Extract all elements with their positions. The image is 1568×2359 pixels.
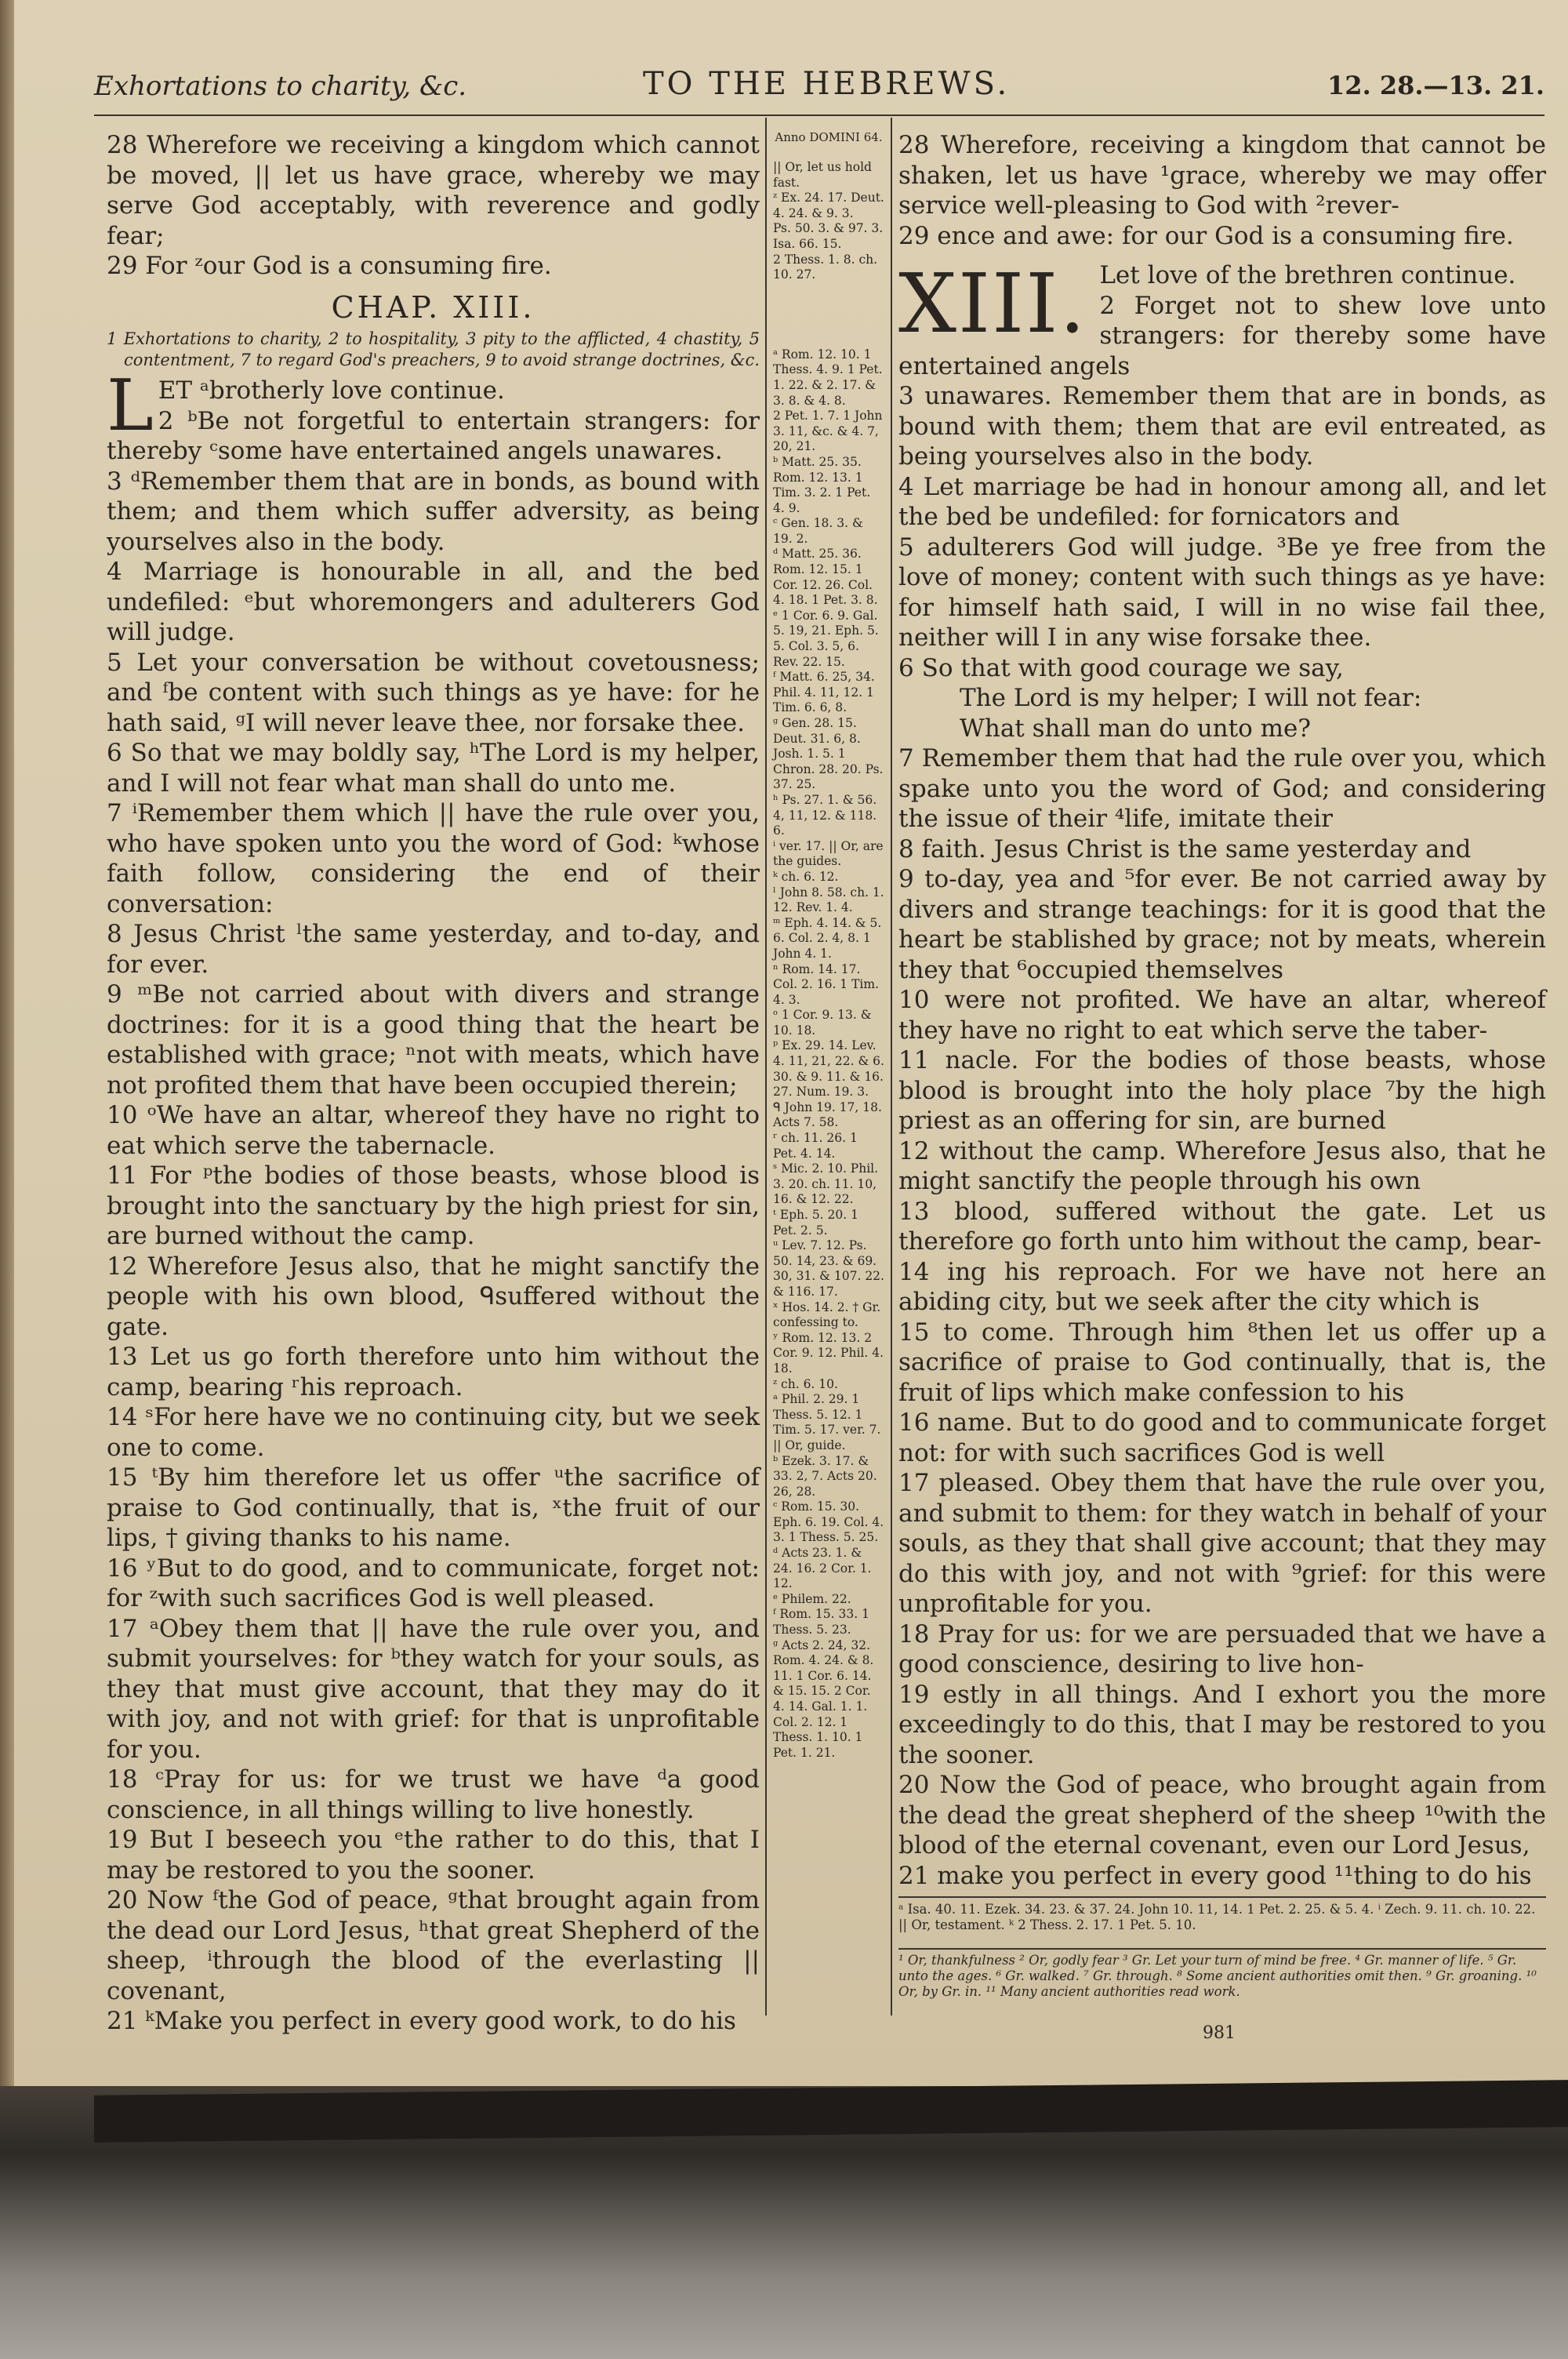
rv-verse-13-17: 17 pleased. Obey them that have the rule over you, and submit to them: for they watch in behalf of your souls, as they that shall give account; that they may do this with joy, and not with ⁹grief: for this were unprofitable for you. [898, 1469, 1546, 1618]
reference-entry: ᵈ Acts 23. 1. & 24. 16. 2 Cor. 1. 12. [773, 1546, 872, 1591]
verse-13-3: 3 ᵈRemember them that are in bonds, as bound with them; and them which suffer adversity, as being yourselves also in the body. [107, 467, 760, 556]
reference-entry: ᵉ Philem. 22. [773, 1591, 851, 1606]
chapter-summary: 1 Exhortations to charity, 2 to hospitality, 3 pity to the afflicted, 4 chastity, 5 contentment, 7 to regard God's preachers, 9 to avoid strange doctrines, &c. [107, 329, 760, 369]
reference-entry: ʸ Rom. 12. 13. 2 Cor. 9. 12. Phil. 4. 18. [773, 1330, 884, 1376]
rv-verse-13-18: 18 Pray for us: for we are persuaded that we have a good conscience, desiring to live hon- [898, 1619, 1546, 1678]
reference-entry: ᵗ Eph. 5. 20. 1 Pet. 2. 5. [773, 1208, 858, 1238]
reference-entry: ᵍ Gen. 28. 15. Deut. 31. 6, 8. Josh. 1. 5. 1 Chron. 28. 20. Ps. 37. 25. [773, 716, 884, 792]
verse-13-17: 17 ᵃObey them that || have the rule over you, and submit yourselves: for ᵇthey watch for your souls, as they that must give account, that they may do it with joy, and not with grief: for that is unprofitable for you. [107, 1614, 760, 1764]
reference-entry: ᶻ Ex. 24. 17. Deut. 4. 24. & 9. 3. [773, 191, 884, 220]
reference-spacer [773, 283, 884, 347]
rv-verse-13-8: 8 faith. Jesus Christ is the same yesterday and [898, 834, 1472, 863]
rv-verse-13-12: 12 without the camp. Wherefore Jesus also, that he might sanctify the people through his own [898, 1136, 1546, 1195]
reference-entry: Ps. 50. 3. & 97. 3. Isa. 66. 15. [773, 221, 884, 251]
header-book-title: TO THE HEBREWS. [643, 66, 1011, 102]
verse-13-14: 14 ˢFor here have we no continuing city, but we seek one to come. [107, 1403, 760, 1462]
footnote-rule [898, 1948, 1546, 1950]
reference-entry: ᵉ 1 Cor. 6. 9. Gal. 5. 19, 21. Eph. 5. 5. Col. 3. 5, 6. Rev. 22. 15. [773, 608, 879, 669]
center-references [773, 130, 884, 1761]
reference-entry: ᵒ 1 Cor. 9. 13. & 10. 18. [773, 1008, 872, 1038]
running-header [94, 66, 1544, 105]
reference-entry: 2 Pet. 1. 7. 1 John 3. 11, &c. & 4. 7, 20, 21. [773, 409, 883, 454]
drop-cap: L [107, 365, 154, 447]
footnote-rule [898, 1896, 1546, 1898]
reference-entry: ᶠ Matt. 6. 25, 34. Phil. 4. 11, 12. 1 Tim. 6. 6, 8. [773, 670, 875, 715]
rv-verse-13-16: 16 name. But to do good and to communicate forget not: for with such sacrifices God is well [898, 1408, 1546, 1467]
rv-verse-13-14: 14 ing his reproach. For we have not here an abiding city, but we seek after the city which is [898, 1257, 1546, 1316]
reference-entry: ˡ John 8. 58. ch. 1. 12. Rev. 1. 4. [773, 885, 884, 915]
verse-13-11: 11 For ᵖthe bodies of those beasts, whose blood is brought into the sanctuary by the high priest for sin, are burned without the camp. [107, 1161, 760, 1250]
reference-entry: ⁱ ver. 17. || Or, are the guides. [773, 838, 884, 869]
reference-entry: || Or, let us hold fast. [773, 160, 872, 190]
center-column-rule-right [891, 118, 892, 2016]
reference-entry: ᵍ Acts 2. 24, 32. Rom. 4. 24. & 8. 11. 1 Cor. 6. 14. & 15. 15. 2 Cor. 4. 14. Gal. 1. 1. Col. 2. 12. 1 Thess. 1. 10. 1 Pet. 1. 21. [773, 1637, 874, 1760]
reference-entry: ᵃ Phil. 2. 29. 1 Thess. 5. 12. 1 Tim. 5. 17. ver. 7. || Or, guide. [773, 1392, 881, 1452]
verse-13-16: 16 ʸBut to do good, and to communicate, forget not: for ᶻwith such sacrifices God is well pleased. [107, 1554, 760, 1612]
reference-entry: ᑫ John 19. 17, 18. Acts 7. 58. [773, 1100, 882, 1130]
anno-domini: Anno DOMINI 64. [775, 130, 883, 144]
right-column-text [898, 130, 1546, 1891]
reference-entry: ʳ ch. 11. 26. 1 Pet. 4. 14. [773, 1131, 858, 1161]
rv-verse-13-2: 2 Forget not to shew love unto strangers: for thereby some have entertained angels [898, 291, 1546, 380]
verse-13-6: 6 So that we may boldly say, ʰThe Lord is my helper, and I will not fear what man shall do unto me. [107, 739, 760, 798]
reference-entry: ʰ Ps. 27. 1. & 56. 4, 11, 12. & 118. 6. [773, 792, 877, 838]
rv-verse-13-11: 11 nacle. For the bodies of those beasts, whose blood is brought into the holy place ⁷by the high priest as an offering for sin, are burned [898, 1046, 1546, 1135]
poetry-line: The Lord is my helper; I will not fear: [960, 684, 1422, 712]
verse-13-8: 8 Jesus Christ ˡthe same yesterday, and to-day, and for ever. [107, 920, 760, 979]
rv-verse-13-4: 4 Let marriage be had in honour among all, and let the bed be undefiled: for fornicators and [898, 472, 1546, 531]
reference-entry: ˣ Hos. 14. 2. † Gr. confessing to. [773, 1299, 881, 1330]
rv-verse-12-29: 29 ence and awe: for our God is a consuming fire. [898, 221, 1514, 250]
rv-verse-13-3: 3 unawares. Remember them that are in bonds, as bound with them; them that are evil entreated, as being yourselves also in the body. [898, 382, 1546, 471]
verse-13-2: 2 ᵇBe not forgetful to entertain strangers: for thereby ᶜsome have entertained angels unawares. [107, 406, 760, 465]
marginal-notes: ¹ Or, thankfulness ² Or, godly fear ³ Gr. Let your turn of mind be free. ⁴ Gr. manner of life. ⁵ Gr. unto the ages. ⁶ Gr. walked. ⁷ Gr. through. ⁸ Some ancient authorities omit then. ⁹ Gr. groaning. ¹⁰ Or, by Gr. in. ¹¹ Many ancient authorities read work. [898, 1953, 1537, 1999]
verse-13-18: 18 ᶜPray for us: for we trust we have ᵈa good conscience, in all things willing to live honestly. [107, 1765, 760, 1824]
verse-13-10: 10 ᵒWe have an altar, whereof they have no right to eat which serve the tabernacle. [107, 1101, 760, 1160]
reference-entry: ˢ Mic. 2. 10. Phil. 3. 20. ch. 11. 10, 16. & 12. 22. [773, 1161, 879, 1207]
reference-entry: ᵘ Lev. 7. 12. Ps. 50. 14, 23. & 69. 30, 31. & 107. 22. & 116. 17. [773, 1238, 884, 1299]
verse-13-5: 5 Let your conversation be without covetousness; and ᶠbe content with such things as ye have: for he hath said, ᵍI will never leave thee, nor forsake thee. [107, 648, 760, 737]
verse-13-12: 12 Wherefore Jesus also, that he might sanctify the people with his own blood, ᑫsuffered without the gate. [107, 1252, 760, 1341]
chapter-heading: CHAP. XIII. [331, 289, 535, 325]
rv-verse-13-15: 15 to come. Through him ⁸then let us offer up a sacrifice of praise to God continually, that is, the fruit of lips which make confession to his [898, 1318, 1546, 1407]
header-verse-range: 12. 28.—13. 21. [1327, 71, 1544, 100]
verse-13-20: 20 Now ᶠthe God of peace, ᵍthat brought again from the dead our Lord Jesus, ʰthat great Shepherd of the sheep, ⁱthrough the blood of the everlasting || covenant, [107, 1886, 760, 2005]
verse-12-29: 29 For ᶻour God is a consuming fire. [107, 252, 552, 280]
bible-page [14, 0, 1568, 2086]
reference-entry: 2 Thess. 1. 8. ch. 10. 27. [773, 252, 878, 282]
page-number: 981 [1203, 2023, 1236, 2043]
reference-entry: ᶠ Rom. 15. 33. 1 Thess. 5. 23. [773, 1607, 869, 1637]
center-column-rule-left [765, 118, 767, 2016]
header-rule [94, 114, 1544, 116]
verse-13-15: 15 ᵗBy him therefore let us offer ᵘthe sacrifice of praise to God continually, that is, ˣthe fruit of our lips, † giving thanks to his name. [107, 1463, 760, 1552]
verse-13-4: 4 Marriage is honourable in all, and the bed undefiled: ᵉbut whoremongers and adulterers God will judge. [107, 558, 760, 646]
reference-entry: ⁿ Rom. 14. 17. Col. 2. 16. 1 Tim. 4. 3. [773, 961, 880, 1007]
reference-entry: ᶜ Gen. 18. 3. & 19. 2. [773, 516, 863, 546]
footnote-references: ᵃ Isa. 40. 11. Ezek. 34. 23. & 37. 24. John 10. 11, 14. 1 Pet. 2. 25. & 5. 4. ⁱ Zech. 9. 11. ch. 10. 22. || Or, testament. ᵏ 2 Thess. 2. 17. 1 Pet. 5. 10. [898, 1902, 1536, 1932]
rv-verse-13-6: 6 So that with good courage we say, [898, 653, 1344, 682]
verse-12-28: 28 Wherefore we receiving a kingdom which cannot be moved, || let us have grace, whereby we may serve God acceptably, with reverence and godly fear; [107, 131, 760, 250]
left-column-text [107, 130, 760, 2037]
reference-entry: ᶻ ch. 6. 10. [773, 1376, 838, 1391]
verse-13-7: 7 ⁱRemember them which || have the rule over you, who have spoken unto you the word of God: ᵏwhose faith follow, considering the end of their conversation: [107, 799, 760, 918]
rv-verse-13-21: 21 make you perfect in every good ¹¹thing to do his [898, 1861, 1532, 1890]
reference-entry: ᶜ Rom. 15. 30. Eph. 6. 19. Col. 4. 3. 1 Thess. 5. 25. [773, 1499, 884, 1545]
reference-entry: ᵈ Matt. 25. 36. Rom. 12. 15. 1 Cor. 12. 26. Col. 4. 18. 1 Pet. 3. 8. [773, 547, 878, 608]
verse-13-1: ET ᵃbrotherly love continue. [158, 376, 505, 405]
rv-verse-13-9: 9 to-day, yea and ⁵for ever. Be not carried away by divers and strange teachings: for it is good that the heart be stablished by grace; not by meats, wherein they that ⁶occupied themselves [898, 865, 1546, 984]
reference-entry: ᵇ Matt. 25. 35. Rom. 12. 13. 1 Tim. 3. 2. 1 Pet. 4. 9. [773, 454, 871, 515]
verse-13-21: 21 ᵏMake you perfect in every good work, to do his [107, 2007, 736, 2035]
reference-entry: ᵐ Eph. 4. 14. & 5. 6. Col. 2. 4, 8. 1 John 4. 1. [773, 915, 882, 961]
reference-entry: ᵇ Ezek. 3. 17. & 33. 2, 7. Acts 20. 26, 28. [773, 1453, 877, 1499]
verse-13-19: 19 But I beseech you ᵉthe rather to do this, that I may be restored to you the sooner. [107, 1826, 760, 1885]
rv-verse-13-13: 13 blood, suffered without the gate. Let us therefore go forth unto him without the camp, bear- [898, 1197, 1546, 1256]
verse-13-13: 13 Let us go forth therefore unto him without the camp, bearing ʳhis reproach. [107, 1343, 760, 1401]
rv-verse-13-5: 5 adulterers God will judge. ³Be ye free from the love of money; content with such things as ye have: for himself hath said, I will in no wise fail thee, neither will I in any wise forsake thee. [898, 533, 1546, 652]
header-left-title: Exhortations to charity, &c. [94, 71, 467, 102]
rv-verse-13-20: 20 Now the God of peace, who brought again from the dead the great shepherd of the sheep ¹⁰with the blood of the eternal covenant, even our Lord Jesus, [898, 1771, 1546, 1859]
reference-entry: ᵏ ch. 6. 12. [773, 869, 839, 884]
rv-verse-12-28: 28 Wherefore, receiving a kingdom that cannot be shaken, let us have ¹grace, whereby we may offer service well-pleasing to God with ²rever- [898, 131, 1546, 220]
rv-verse-13-10: 10 were not profited. We have an altar, whereof they have no right to eat which serve the taber- [898, 986, 1546, 1045]
rv-verse-13-7: 7 Remember them that had the rule over you, which spake unto you the word of God; and considering the issue of their ⁴life, imitate their [898, 744, 1546, 833]
rv-verse-13-19: 19 estly in all things. And I exhort you the more exceedingly to do this, that I may be restored to you the sooner. [898, 1680, 1546, 1769]
rv-verse-13-1: Let love of the brethren continue. [1099, 261, 1516, 289]
verse-13-9: 9 ᵐBe not carried about with divers and strange doctrines: for it is a good thing that the heart be established with grace; ⁿnot with meats, which have not profited them that have been occupied therein; [107, 980, 760, 1100]
chapter-roman-numeral: XIII. [898, 256, 1087, 351]
poetry-line: What shall man do unto me? [960, 714, 1311, 743]
reference-entry: ᵃ Rom. 12. 10. 1 Thess. 4. 9. 1 Pet. 1. 22. & 2. 17. & 3. 8. & 4. 8. [773, 347, 883, 408]
reference-entry: ᵖ Ex. 29. 14. Lev. 4. 11, 21, 22. & 6. 30. & 9. 11. & 16. 27. Num. 19. 3. [773, 1038, 884, 1100]
